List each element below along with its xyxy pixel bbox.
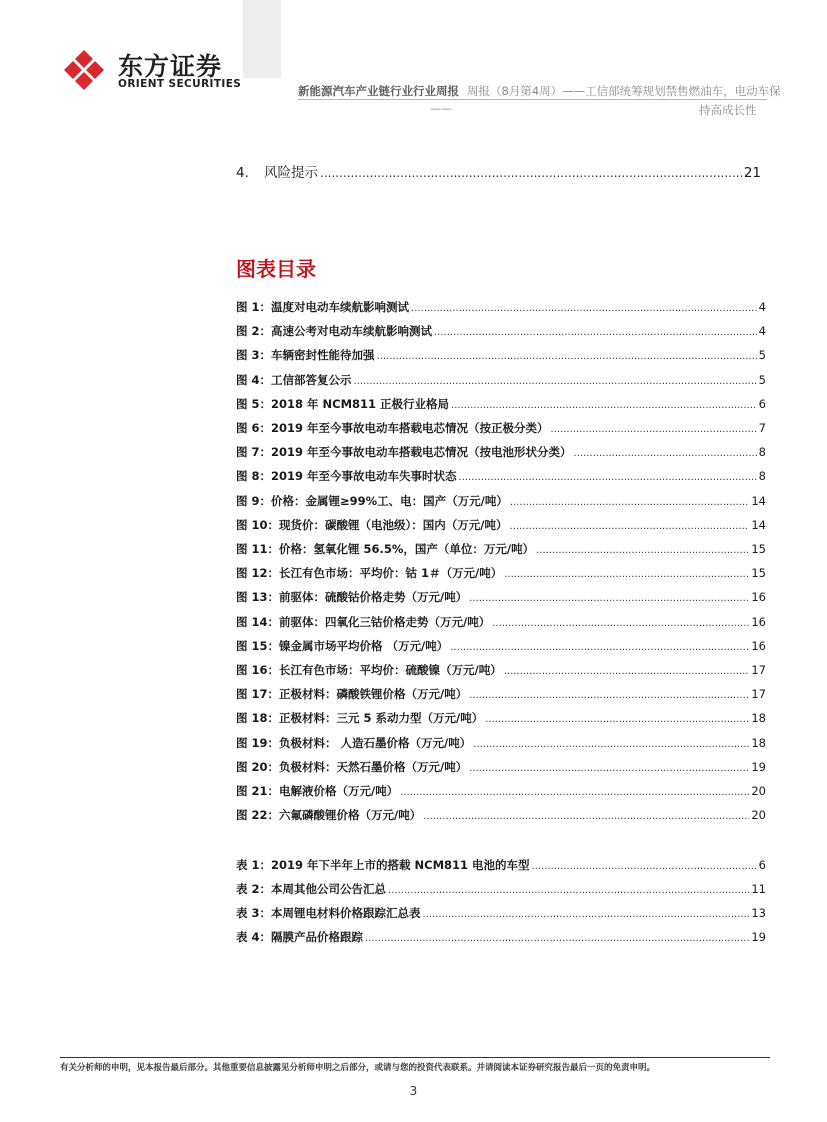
figure-list-item[interactable]: [236, 468, 766, 484]
entry-title: 2019 年下半年上市的搭载 NCM811 电池的车型: [271, 858, 530, 872]
entry-page: 18: [751, 711, 766, 726]
figure-list-item[interactable]: [236, 662, 766, 678]
entry-title: 负极材料： 人造石墨价格（万元/吨）: [279, 735, 472, 750]
entry-leader-dots: [574, 448, 757, 459]
entry-title: 价格：氢氧化锂 56.5%，国产（单位：万元/吨）: [279, 542, 535, 556]
page-number: 3: [409, 1084, 418, 1098]
table-list-item[interactable]: [236, 857, 766, 873]
figure-list-item[interactable]: [236, 493, 766, 509]
entry-title: 2019 年至今事故电动车失事时状态: [271, 469, 457, 484]
table-list-item[interactable]: [236, 905, 766, 921]
brand-name-en: ORIENT SECURITIES: [118, 78, 242, 90]
entry-page: 14: [751, 517, 766, 532]
entry-title: 镍金属市场平均价格 （万元/吨）: [279, 638, 449, 653]
figure-list-item[interactable]: [236, 735, 766, 751]
entry-prefix: 图 15：: [236, 638, 280, 653]
entry-title: 车辆密封性能待加强: [271, 348, 375, 363]
entry-leader-dots: [400, 787, 749, 798]
figure-list-item[interactable]: [236, 396, 766, 412]
figure-list-item[interactable]: [236, 323, 766, 339]
header-grey-band: [243, 0, 281, 78]
entry-leader-dots: [532, 861, 757, 872]
entry-leader-dots: [536, 545, 749, 556]
figure-list-item[interactable]: [236, 710, 766, 726]
entry-title: 价格：金属锂≥99%工、电：国产（万元/吨）: [271, 493, 508, 508]
entry-page: 5: [758, 348, 766, 363]
entry-title: 负极材料：天然石墨价格（万元/吨）: [279, 759, 468, 774]
entry-title: 本周锂电材料价格跟踪汇总表: [271, 906, 421, 920]
entry-page: 7: [758, 421, 766, 435]
figure-list-item[interactable]: [236, 420, 766, 436]
entry-page: 8: [758, 469, 766, 484]
entry-title: 现货价：碳酸锂（电池级）：国内（万元/吨）: [279, 517, 508, 532]
figure-list-item[interactable]: [236, 372, 766, 388]
entry-page: 11: [751, 882, 766, 896]
entry-leader-dots: [469, 763, 749, 774]
figure-list-item[interactable]: [236, 299, 766, 315]
entry-page: 13: [751, 906, 766, 920]
entry-prefix: 图 16：: [236, 663, 280, 677]
report-subtitle-continuation: ——: [430, 102, 452, 115]
figure-list-item[interactable]: [236, 759, 766, 775]
entry-leader-dots: [504, 666, 750, 677]
entry-leader-dots: [434, 327, 757, 338]
entry-title: 2019 年至今事故电动车搭载电芯情况（按正极分类）: [271, 421, 549, 435]
entry-page: 15: [751, 542, 766, 556]
entry-prefix: 图 4：: [236, 372, 272, 387]
entry-page: 20: [751, 808, 766, 823]
entry-title: 六氟磷酸锂价格（万元/吨）: [279, 808, 422, 823]
report-subtitle-tail: 持高成长性: [699, 103, 757, 117]
figure-list-item[interactable]: [236, 565, 766, 581]
entry-page: 16: [751, 590, 766, 605]
entry-prefix: 图 10：: [236, 517, 280, 532]
entry-prefix: 图 11：: [236, 542, 280, 556]
entry-prefix: 图 17：: [236, 687, 280, 702]
entry-leader-dots: [423, 909, 750, 920]
report-title: 新能源汽车产业链行业行业周报: [298, 84, 459, 98]
entry-prefix: 图 13：: [236, 590, 280, 605]
entry-page: 4: [758, 324, 766, 339]
entry-page: 8: [758, 445, 766, 460]
figure-list-item[interactable]: [236, 589, 766, 605]
orient-securities-logo-icon: [62, 48, 106, 92]
entry-leader-dots: [551, 424, 757, 435]
entry-leader-dots: [365, 933, 749, 944]
entry-prefix: 表 4：: [236, 930, 272, 944]
entry-leader-dots: [485, 714, 749, 725]
entry-prefix: 图 2：: [236, 324, 272, 339]
entry-title: 长江有色市场：平均价：钴 1＃（万元/吨）: [279, 566, 503, 581]
figures-list-title: 图表目录: [236, 257, 316, 281]
figure-list-item[interactable]: [236, 807, 766, 823]
figure-list-item[interactable]: [236, 517, 766, 533]
entry-title: 本周其他公司公告汇总: [271, 882, 387, 896]
entry-leader-dots: [510, 497, 749, 508]
toc-entry-number: 4.: [236, 165, 249, 181]
figure-list-item[interactable]: [236, 347, 766, 363]
figure-list-item[interactable]: [236, 783, 766, 799]
entry-title: 2019 年至今事故电动车搭载电芯情况（按电池形状分类）: [271, 445, 572, 460]
entry-leader-dots: [377, 351, 757, 362]
entry-leader-dots: [411, 303, 757, 314]
report-subtitle: 周报（8月第4周）——工信部统筹规划禁售燃油车，电动车保: [467, 84, 781, 98]
toc-leader-dots: [320, 166, 742, 180]
entry-prefix: 图 18：: [236, 711, 280, 726]
footer-divider: [60, 1057, 770, 1058]
entry-leader-dots: [473, 739, 749, 750]
entry-prefix: 图 6：: [236, 421, 272, 435]
toc-entry-page: 21: [743, 165, 761, 181]
entry-prefix: 图 12：: [236, 566, 280, 581]
entry-prefix: 图 19：: [236, 735, 280, 750]
entry-page: 18: [751, 735, 766, 750]
figure-list-item[interactable]: [236, 541, 766, 557]
entry-page: 5: [758, 372, 766, 387]
entry-title: 正极材料：三元 5 系动力型（万元/吨）: [279, 711, 484, 726]
entry-prefix: 图 14：: [236, 614, 280, 629]
entry-leader-dots: [388, 885, 749, 896]
entry-title: 温度对电动车续航影响测试: [271, 300, 410, 314]
entry-page: 15: [751, 566, 766, 581]
entry-page: 14: [751, 493, 766, 508]
entry-prefix: 图 1：: [236, 300, 272, 314]
entry-page: 6: [758, 858, 766, 872]
footer-disclaimer: 有关分析师的申明，见本报告最后部分。其他重要信息披露见分析师申明之后部分，或请与您的投资代表联系。并请阅读本证券研究报告最后一页的免责申明。: [60, 1063, 656, 1073]
entry-prefix: 图 7：: [236, 445, 272, 460]
entry-prefix: 表 1：: [236, 858, 272, 872]
entry-leader-dots: [469, 593, 749, 604]
entry-title: 长江有色市场：平均价：硫酸镍（万元/吨）: [279, 663, 502, 677]
entry-page: 4: [758, 300, 766, 314]
figure-list-item[interactable]: [236, 614, 766, 630]
entry-title: 正极材料：磷酸铁锂价格（万元/吨）: [279, 687, 468, 702]
toc-entry-label: 风险提示: [264, 165, 318, 181]
table-list-item[interactable]: [236, 881, 766, 897]
entry-title: 隔膜产品价格跟踪: [271, 930, 364, 944]
entry-page: 16: [751, 614, 766, 629]
entry-title: 电解液价格（万元/吨）: [279, 784, 399, 798]
toc-entry-risk[interactable]: [236, 161, 761, 179]
entry-leader-dots: [504, 569, 749, 580]
entry-prefix: 表 3：: [236, 906, 272, 920]
entry-prefix: 图 3：: [236, 348, 272, 363]
entry-page: 17: [751, 687, 766, 702]
entry-prefix: 图 9：: [236, 493, 272, 508]
entry-prefix: 图 8：: [236, 469, 272, 484]
figure-list-item[interactable]: [236, 444, 766, 460]
entry-leader-dots: [451, 400, 757, 411]
entry-prefix: 图 20：: [236, 759, 280, 774]
entry-leader-dots: [423, 811, 749, 822]
entry-page: 20: [751, 784, 766, 798]
entry-leader-dots: [469, 690, 749, 701]
entry-leader-dots: [354, 376, 757, 387]
entry-page: 19: [751, 930, 766, 944]
entry-title: 高速公考对电动车续航影响测试: [271, 324, 433, 339]
entry-leader-dots: [492, 618, 749, 629]
entry-page: 17: [751, 663, 766, 677]
entry-page: 16: [751, 638, 766, 653]
entry-title: 工信部答复公示: [271, 372, 352, 387]
entry-leader-dots: [459, 472, 757, 483]
header-divider: [298, 99, 767, 100]
report-header: [298, 83, 781, 99]
entry-page: 19: [751, 759, 766, 774]
entry-prefix: 图 22：: [236, 808, 280, 823]
entry-prefix: 表 2：: [236, 882, 272, 896]
entry-leader-dots: [509, 521, 749, 532]
entry-page: 6: [758, 396, 766, 411]
entry-leader-dots: [450, 642, 749, 653]
entry-title: 2018 年 NCM811 正极行业格局: [271, 396, 450, 411]
entry-title: 前驱体：四氧化三钴价格走势（万元/吨）: [279, 614, 491, 629]
figure-list-item[interactable]: [236, 686, 766, 702]
brand-name-cn: 东方证券: [118, 52, 223, 81]
entry-title: 前驱体：硫酸钴价格走势（万元/吨）: [279, 590, 468, 605]
table-list-item[interactable]: [236, 929, 766, 945]
figure-list-item[interactable]: [236, 638, 766, 654]
entry-prefix: 图 21：: [236, 784, 280, 798]
entry-prefix: 图 5：: [236, 396, 272, 411]
